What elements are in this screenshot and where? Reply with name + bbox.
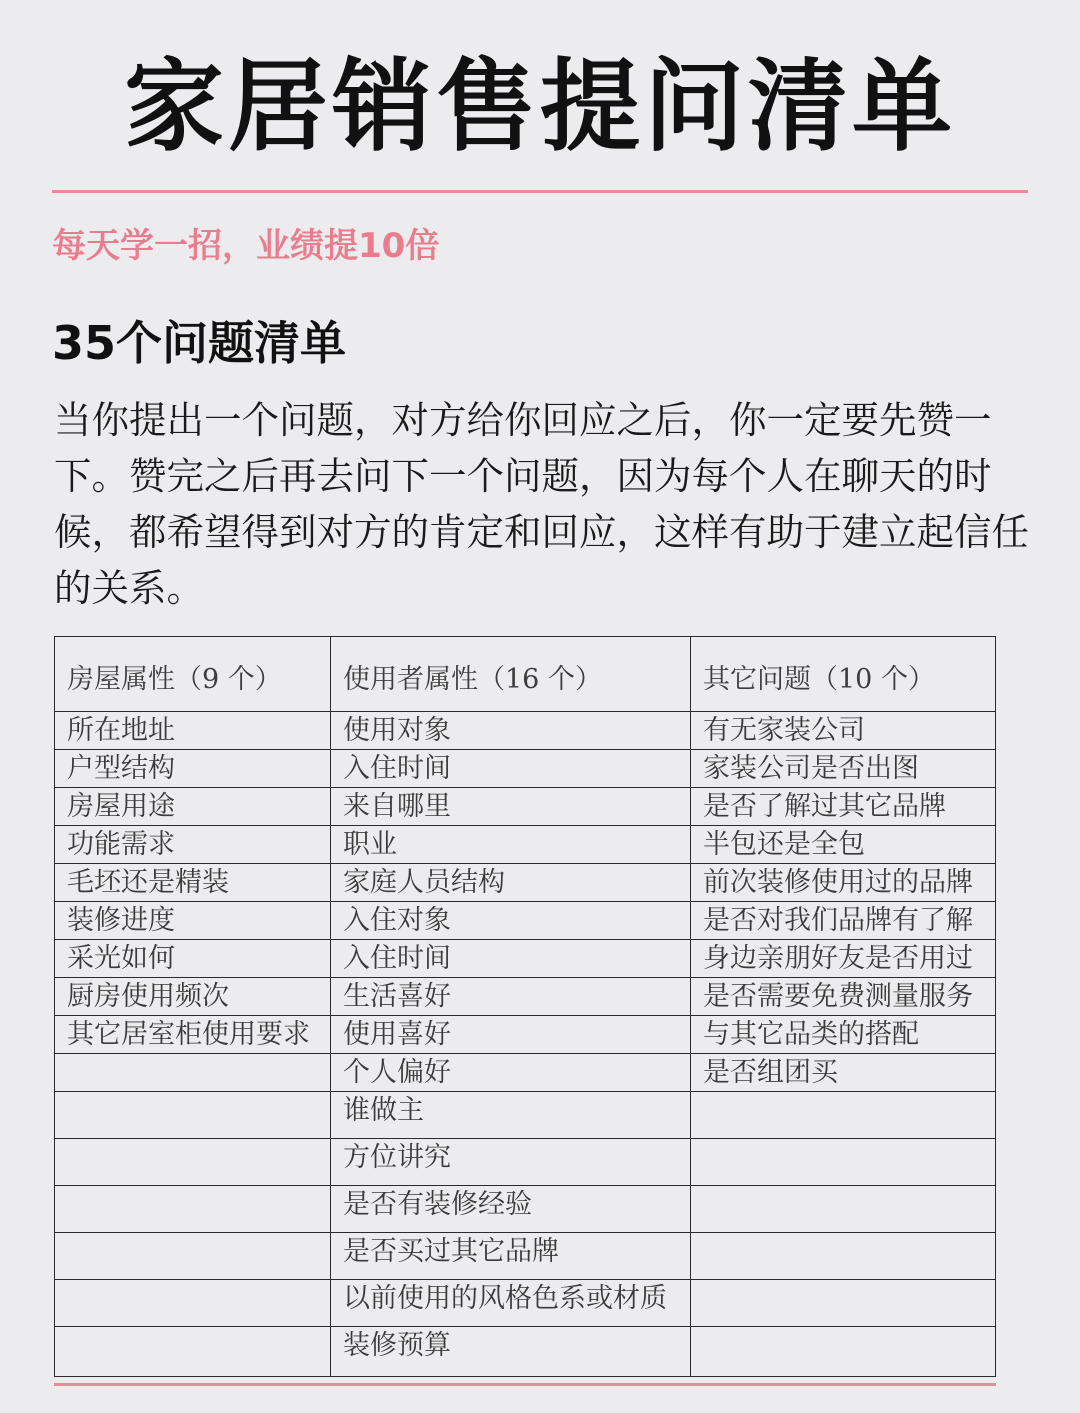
- user-attribute-cell: 装修预算: [331, 1327, 691, 1377]
- other-question-cell: 是否需要免费测量服务: [691, 978, 996, 1016]
- other-question-cell: [691, 1327, 996, 1377]
- user-attribute-cell: 谁做主: [331, 1092, 691, 1139]
- other-question-cell: [691, 1139, 996, 1186]
- house-attribute-cell: 厨房使用频次: [55, 978, 331, 1016]
- section-heading: 35个问题清单: [52, 316, 347, 370]
- other-question-cell: 家装公司是否出图: [691, 750, 996, 788]
- table-row: [55, 826, 996, 864]
- other-question-cell: 身边亲朋好友是否用过: [691, 940, 996, 978]
- header-other-questions: 其它问题（10 个）: [691, 637, 996, 712]
- header-user-attributes: 使用者属性（16 个）: [331, 637, 691, 712]
- user-attribute-cell: 生活喜好: [331, 978, 691, 1016]
- table-row: [55, 978, 996, 1016]
- house-attribute-cell: 房屋用途: [55, 788, 331, 826]
- user-attribute-cell: 入住时间: [331, 750, 691, 788]
- house-attribute-cell: [55, 1139, 331, 1186]
- table-row: [55, 1092, 996, 1139]
- house-attribute-cell: 采光如何: [55, 940, 331, 978]
- other-question-cell: 是否了解过其它品牌: [691, 788, 996, 826]
- other-question-cell: 与其它品类的搭配: [691, 1016, 996, 1054]
- table-row: [55, 1139, 996, 1186]
- other-question-cell: 是否对我们品牌有了解: [691, 902, 996, 940]
- other-question-cell: [691, 1233, 996, 1280]
- other-question-cell: [691, 1092, 996, 1139]
- table-row: [55, 1233, 996, 1280]
- other-question-cell: [691, 1186, 996, 1233]
- intro-paragraph: 当你提出一个问题，对方给你回应之后，你一定要先赞一下。赞完之后再去问下一个问题，因为每个人在聊天的时候，都希望得到对方的肯定和回应，这样有助于建立起信任的关系。: [54, 398, 1029, 610]
- house-attribute-cell: [55, 1092, 331, 1139]
- user-attribute-cell: 使用对象: [331, 712, 691, 750]
- house-attribute-cell: [55, 1054, 331, 1092]
- table-row: [55, 1327, 996, 1377]
- table-row: [55, 788, 996, 826]
- house-attribute-cell: 所在地址: [55, 712, 331, 750]
- user-attribute-cell: 是否有装修经验: [331, 1186, 691, 1233]
- table-row: [55, 864, 996, 902]
- question-table-container: [54, 636, 995, 1377]
- house-attribute-cell: 装修进度: [55, 902, 331, 940]
- other-question-cell: 半包还是全包: [691, 826, 996, 864]
- user-attribute-cell: 使用喜好: [331, 1016, 691, 1054]
- table-row: [55, 712, 996, 750]
- table-row: [55, 1054, 996, 1092]
- user-attribute-cell: 是否买过其它品牌: [331, 1233, 691, 1280]
- user-attribute-cell: 入住对象: [331, 902, 691, 940]
- table-row: [55, 1016, 996, 1054]
- house-attribute-cell: [55, 1327, 331, 1377]
- table-row: [55, 750, 996, 788]
- table-row: [55, 1280, 996, 1327]
- other-question-cell: [691, 1280, 996, 1327]
- house-attribute-cell: 其它居室柜使用要求: [55, 1016, 331, 1054]
- table-row: [55, 902, 996, 940]
- user-attribute-cell: 入住时间: [331, 940, 691, 978]
- other-question-cell: 是否组团买: [691, 1054, 996, 1092]
- house-attribute-cell: 户型结构: [55, 750, 331, 788]
- page-title: 家居销售提问清单: [124, 48, 956, 165]
- bottom-divider: [54, 1383, 996, 1386]
- user-attribute-cell: 个人偏好: [331, 1054, 691, 1092]
- house-attribute-cell: [55, 1233, 331, 1280]
- other-question-cell: 有无家装公司: [691, 712, 996, 750]
- user-attribute-cell: 方位讲究: [331, 1139, 691, 1186]
- table-row: [55, 940, 996, 978]
- house-attribute-cell: [55, 1280, 331, 1327]
- house-attribute-cell: 毛坯还是精装: [55, 864, 331, 902]
- user-attribute-cell: 来自哪里: [331, 788, 691, 826]
- table-row: [55, 1186, 996, 1233]
- user-attribute-cell: 职业: [331, 826, 691, 864]
- subtitle: 每天学一招，业绩提10倍: [52, 226, 440, 266]
- other-question-cell: 前次装修使用过的品牌: [691, 864, 996, 902]
- header-house-attributes: 房屋属性（9 个）: [55, 637, 331, 712]
- question-table: [54, 636, 996, 1377]
- top-divider: [52, 190, 1028, 193]
- user-attribute-cell: 以前使用的风格色系或材质: [331, 1280, 691, 1327]
- house-attribute-cell: [55, 1186, 331, 1233]
- house-attribute-cell: 功能需求: [55, 826, 331, 864]
- table-header-row: [55, 637, 996, 712]
- user-attribute-cell: 家庭人员结构: [331, 864, 691, 902]
